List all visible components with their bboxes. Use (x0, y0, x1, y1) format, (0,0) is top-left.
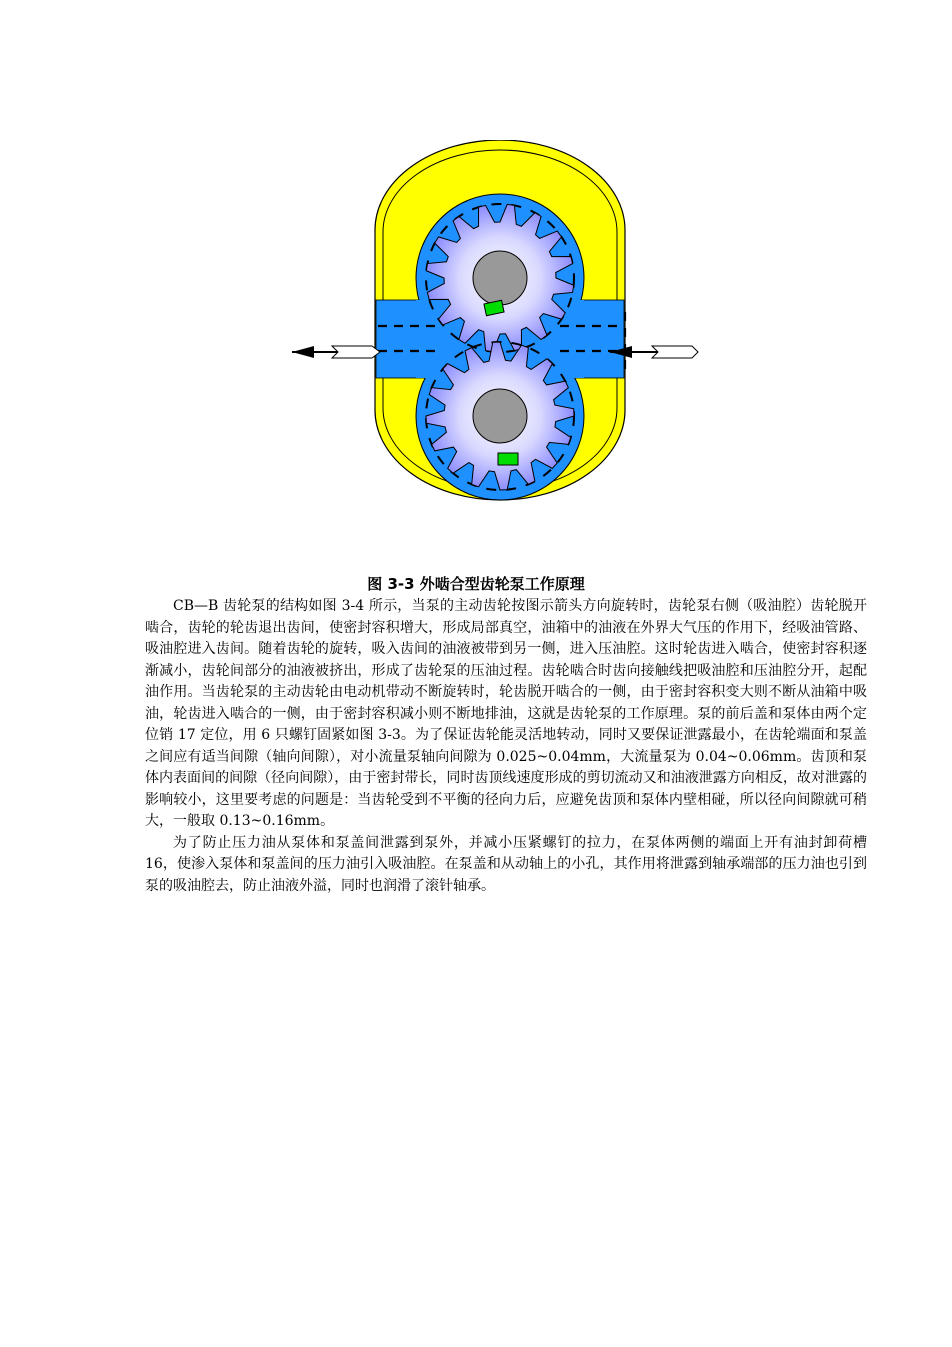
driven-gear (426, 342, 574, 490)
gear-pump-diagram (280, 140, 720, 565)
body-text (145, 596, 867, 897)
driven-key (498, 453, 518, 465)
outlet-arrow-icon (292, 346, 380, 358)
paragraph-2: 为了防止压力油从泵体和泵盖间泄露到泵外，并减小压紧螺钉的拉力，在泵体两侧的端面上开有油封卸荷槽 16，使渗入泵体和泵盖间的压力油引入吸油腔。在泵盖和从动轴上的小孔，其作用将泄露到轴承端部的压力油也引到泵的吸油腔去，防止油液外溢，同时也润滑了滚针轴承。 (145, 834, 867, 894)
gear-pump-figure (280, 140, 720, 565)
drive-shaft (473, 251, 527, 305)
figure-caption: 图 3-3 外啮合型齿轮泵工作原理 (367, 575, 585, 593)
paragraph-1: CB—B 齿轮泵的结构如图 3-4 所示，当泵的主动齿轮按图示箭头方向旋转时，齿轮泵右侧（吸油腔）齿轮脱开啮合，齿轮的轮齿退出齿间，使密封容积增大，形成局部真空，油箱中的油液在外界大气压的作用下，经吸油管路、吸油腔进入齿间。随着齿轮的旋转，吸入齿间的油液被带到另一侧，进入压油腔。这时轮齿进入啮合，使密封容积逐渐减小，齿轮间部分的油液被挤出，形成了齿轮泵的压油过程。齿轮啮合时齿向接触线把吸油腔和压油腔分开，起配油作用。当齿轮泵的主动齿轮由电动机带动不断旋转时，轮齿脱开啮合的一侧，由于密封容积变大则不断从油箱中吸油，轮齿进入啮合的一侧，由于密封容积减小则不断地排油，这就是齿轮泵的工作原理。泵的前后盖和泵体由两个定位销 17 定位，用 6 只螺钉固紧如图 3-3。为了保证齿轮能灵活地转动，同时又要保证泄露最小，在齿轮端面和泵盖之间应有适当间隙（轴向间隙），对小流量泵轴向间隙为 0.025~0.04mm，大流量泵为 0.04~0.06mm。齿顶和泵体内表面间的间隙（径向间隙），由于密封带长，同时齿顶线速度形成的剪切流动又和油液泄露方向相反，故对泄露的影响较小，这里要考虑的问题是：当齿轮受到不平衡的径向力后，应避免齿顶和泵体内壁相碰，所以径向间隙就可稍大，一般取 0.13~0.16mm。 (145, 598, 867, 829)
driven-shaft (473, 389, 527, 443)
